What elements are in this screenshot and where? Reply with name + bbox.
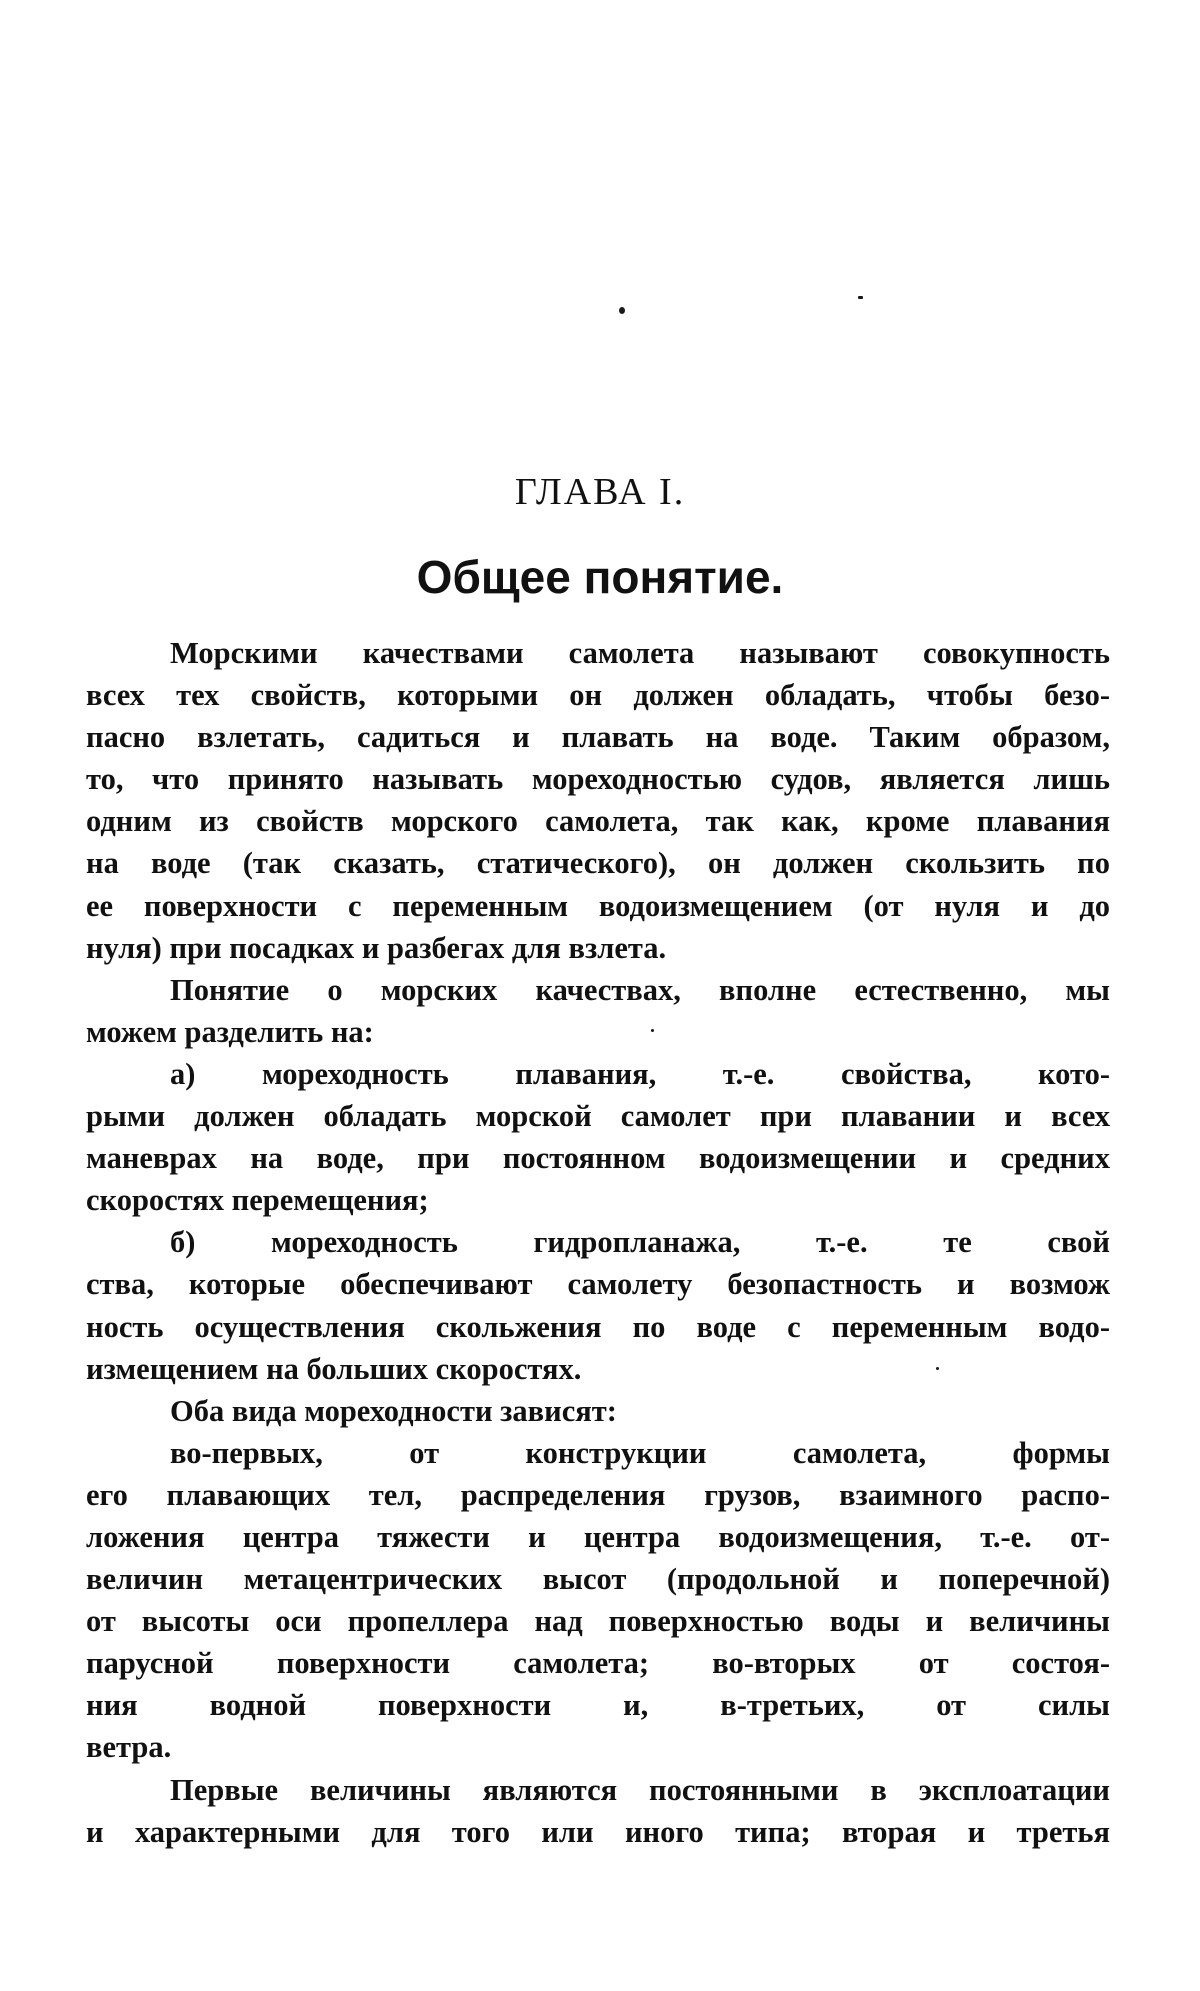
text-line: ложения центра тяжести и центра водоизмещения, т.-е. от- bbox=[86, 1519, 1110, 1554]
text-line: во-первых, от конструкции самолета, формы bbox=[170, 1435, 1110, 1470]
text-line: от высоты оси пропеллера над поверхностью воды и величины bbox=[86, 1604, 1110, 1639]
text-line: величин метацентрических высот (продольной и поперечной) bbox=[86, 1562, 1110, 1597]
text-line: одним из свойств морского самолета, так как, кроме плавания bbox=[86, 804, 1110, 839]
text-line: ния водной поверхности и, в-третьих, от силы bbox=[86, 1688, 1110, 1723]
text-line: парусной поверхности самолета; во-вторых от состоя- bbox=[86, 1646, 1110, 1681]
text-line: всех тех свойств, которыми он должен обладать, чтобы безо- bbox=[86, 678, 1110, 713]
text-line: маневрах на воде, при постоянном водоизмещении и средних bbox=[86, 1141, 1110, 1176]
text-line: Первые величины являются постоянными в эксплоатации bbox=[170, 1772, 1110, 1807]
chapter-heading: ГЛАВА I. bbox=[514, 471, 686, 513]
text-line: нуля) при посадках и разбегах для взлета. bbox=[86, 930, 667, 965]
text-line: Морскими качествами самолета называют совокупность bbox=[170, 636, 1110, 670]
text-line: рыми должен обладать морской самолет при плавании и всех bbox=[86, 1099, 1110, 1134]
text-line: измещением на больших скоростях. bbox=[86, 1351, 582, 1386]
text-line: на воде (так сказать, статического), он должен скользить по bbox=[86, 846, 1110, 881]
text-line: ства, которые обеспечивают самолету безопастность и возмож bbox=[86, 1267, 1110, 1302]
text-line: то, что принято называть мореходностью судов, является лишь bbox=[86, 762, 1110, 797]
body-text bbox=[86, 632, 1110, 1853]
text-line: Оба вида мореходности зависят: bbox=[170, 1393, 617, 1428]
ink-speck bbox=[858, 296, 863, 299]
text-line: ее поверхности с переменным водоизмещением (от нуля и до bbox=[86, 888, 1110, 923]
text-line: ность осуществления скольжения по воде с переменным водо- bbox=[86, 1309, 1110, 1344]
ink-speck bbox=[619, 307, 625, 314]
text-line: б) мореходность гидропланажа, т.-е. те свой bbox=[170, 1225, 1110, 1260]
text-line: скоростях перемещения; bbox=[86, 1183, 429, 1218]
text-line: его плавающих тел, распределения грузов, взаимного распо- bbox=[86, 1477, 1110, 1512]
text-line: Понятие о морских качествах, вполне естественно, мы bbox=[170, 972, 1110, 1007]
text-line: можем разделить на: bbox=[86, 1014, 374, 1049]
text-line: пасно взлетать, садиться и плавать на воде. Таким образом, bbox=[86, 720, 1110, 755]
text-line: а) мореходность плавания, т.-е. свойства, кото- bbox=[170, 1056, 1110, 1091]
section-title: Общее понятие. bbox=[416, 551, 784, 603]
text-line: ветра. bbox=[86, 1730, 172, 1765]
text-line: и характерными для того или иного типа; вторая и третья bbox=[86, 1814, 1110, 1849]
